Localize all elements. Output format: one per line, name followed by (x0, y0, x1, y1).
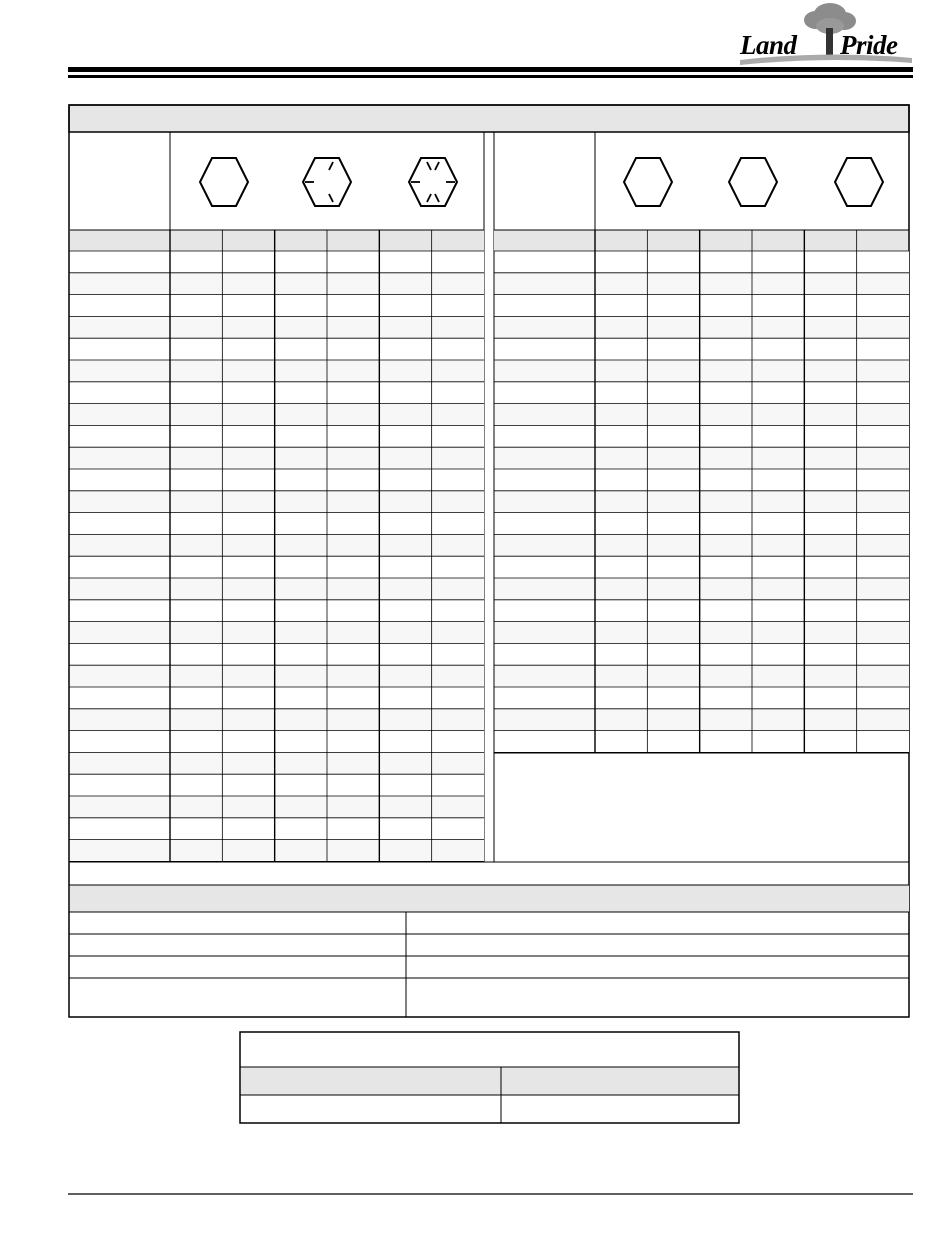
table-row (70, 556, 484, 578)
brand-name-part2: Pride (840, 30, 898, 60)
table-row (495, 622, 909, 644)
table-row (495, 273, 909, 295)
table-row (495, 731, 909, 753)
table-row (70, 469, 484, 491)
table-row (70, 665, 484, 687)
table-row (70, 425, 484, 447)
table-row (70, 513, 484, 535)
hex-plain-icon (729, 158, 777, 206)
table-row (495, 534, 909, 556)
table-row (495, 251, 909, 273)
table-row (495, 316, 909, 338)
table-row (70, 752, 484, 774)
table-row (70, 534, 484, 556)
table-row (495, 513, 909, 535)
table-row (70, 840, 484, 862)
table-row (495, 404, 909, 426)
table-row (495, 295, 909, 317)
table-row (495, 360, 909, 382)
table-row (70, 578, 484, 600)
table-row (70, 643, 484, 665)
table-row (70, 622, 484, 644)
table-row (70, 382, 484, 404)
table-row (70, 731, 484, 753)
table-row (495, 338, 909, 360)
hex-plain-icon (835, 158, 883, 206)
table-row (495, 425, 909, 447)
brand-name-part1: Land (740, 30, 797, 60)
table-row (70, 709, 484, 731)
table-row (495, 687, 909, 709)
table-row (70, 404, 484, 426)
table-row (70, 600, 484, 622)
table-row (70, 273, 484, 295)
table-row (70, 687, 484, 709)
table-row (495, 709, 909, 731)
table-row (70, 295, 484, 317)
table-row (70, 491, 484, 513)
table-row (495, 469, 909, 491)
table-row (70, 338, 484, 360)
table-row (495, 578, 909, 600)
table-row (495, 556, 909, 578)
table-row (70, 316, 484, 338)
table-row (70, 447, 484, 469)
table-row (495, 643, 909, 665)
table-row (70, 818, 484, 840)
table-row (495, 665, 909, 687)
hex-three-marks-icon (303, 158, 351, 206)
table-title-band (69, 105, 909, 132)
hex-six-marks-icon (409, 158, 457, 206)
table-row (70, 251, 484, 273)
hex-plain-icon (200, 158, 248, 206)
table-row (495, 447, 909, 469)
table-row (70, 796, 484, 818)
table-row (495, 382, 909, 404)
table-row (70, 774, 484, 796)
hex-plain-icon (624, 158, 672, 206)
table-row (70, 360, 484, 382)
table-row (495, 491, 909, 513)
table-row (495, 600, 909, 622)
